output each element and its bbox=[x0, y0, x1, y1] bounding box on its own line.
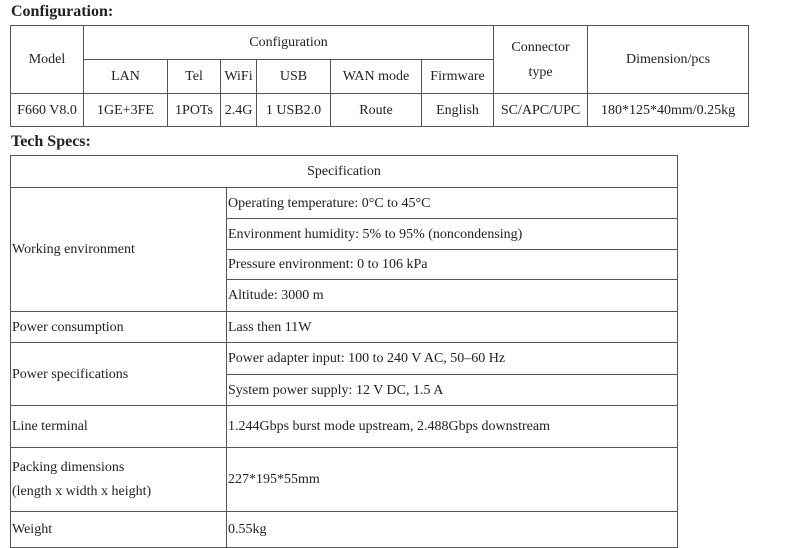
connector-type-value: SC/APC/UPC bbox=[494, 94, 588, 127]
wifi-value: 2.4G bbox=[221, 94, 257, 127]
connector-type-header: Connector type bbox=[494, 26, 588, 94]
spec-label: Working environment bbox=[11, 188, 227, 312]
configuration-table bbox=[10, 25, 749, 127]
lan-header: LAN bbox=[84, 60, 168, 94]
dimension-header: Dimension/pcs bbox=[588, 26, 749, 94]
spec-header-row bbox=[11, 156, 678, 188]
model-header: Model bbox=[11, 26, 84, 94]
config-header-row bbox=[11, 26, 749, 60]
config-data-row bbox=[11, 94, 749, 127]
spec-label: Power specifications bbox=[11, 343, 227, 406]
tel-header: Tel bbox=[168, 60, 221, 94]
model-value: F660 V8.0 bbox=[11, 94, 84, 127]
spec-label: Packing dimensions (length x width x height) bbox=[11, 448, 227, 512]
spec-value: Pressure environment: 0 to 106 kPa bbox=[227, 250, 678, 280]
wan-mode-header: WAN mode bbox=[331, 60, 422, 94]
usb-header: USB bbox=[257, 60, 331, 94]
spec-row bbox=[11, 188, 678, 219]
spec-value: Environment humidity: 5% to 95% (noncondensing) bbox=[227, 219, 678, 250]
firmware-header: Firmware bbox=[422, 60, 494, 94]
spec-label: Line terminal bbox=[11, 406, 227, 448]
spec-label: Power consumption bbox=[11, 312, 227, 343]
specification-header: Specification bbox=[11, 156, 678, 188]
spec-row bbox=[11, 512, 678, 548]
spec-value: Power adapter input: 100 to 240 V AC, 50–60 Hz bbox=[227, 343, 678, 375]
firmware-value: English bbox=[422, 94, 494, 127]
spec-row bbox=[11, 343, 678, 375]
spec-row bbox=[11, 312, 678, 343]
spec-value: 1.244Gbps burst mode upstream, 2.488Gbps downstream bbox=[227, 406, 678, 448]
configuration-header: Configuration bbox=[84, 26, 494, 60]
spec-value: Operating temperature: 0°C to 45°C bbox=[227, 188, 678, 219]
spec-value: System power supply: 12 V DC, 1.5 A bbox=[227, 375, 678, 406]
spec-row bbox=[11, 406, 678, 448]
tech-specs-heading: Tech Specs: bbox=[11, 133, 91, 150]
tech-specs-table bbox=[10, 155, 678, 548]
spec-row bbox=[11, 448, 678, 512]
dimension-value: 180*125*40mm/0.25kg bbox=[588, 94, 749, 127]
lan-value: 1GE+3FE bbox=[84, 94, 168, 127]
configuration-heading: Configuration: bbox=[11, 3, 114, 20]
spec-value: 227*195*55mm bbox=[227, 448, 678, 512]
spec-value: 0.55kg bbox=[227, 512, 678, 548]
usb-value: 1 USB2.0 bbox=[257, 94, 331, 127]
tel-value: 1POTs bbox=[168, 94, 221, 127]
wan-mode-value: Route bbox=[331, 94, 422, 127]
spec-value: Lass then 11W bbox=[227, 312, 678, 343]
spec-label: Weight bbox=[11, 512, 227, 548]
wifi-header: WiFi bbox=[221, 60, 257, 94]
spec-value: Altitude: 3000 m bbox=[227, 280, 678, 312]
